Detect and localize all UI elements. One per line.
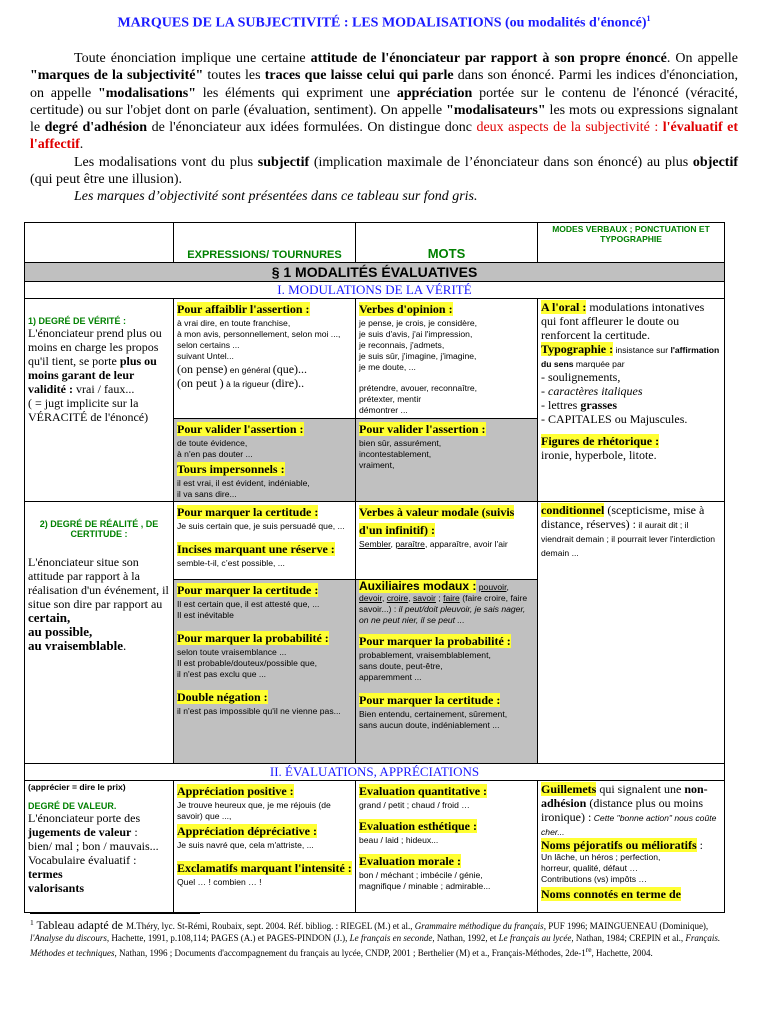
p2-run: subjectif (257, 154, 310, 170)
realite-vraisemblable: au vraisemblable. (28, 638, 127, 653)
realite-label: 2) DEGRÉ DE RÉALITÉ , DE CERTITUDE : (39, 519, 159, 539)
p1-run: les éléments qui expriment une (196, 85, 397, 101)
typo-item-3: - lettres grasses (541, 398, 617, 412)
oral-typo-cell (538, 299, 725, 502)
appreciation-depreciative-text: Je suis navré que, cela m'attriste, ... (177, 840, 314, 850)
appreciation-cell (174, 781, 356, 913)
header-empty (25, 223, 174, 263)
p1-run: "marques de la subjectivité" (30, 68, 204, 84)
certitude-2-text: Il est certain que, il est attesté que, ... Il est inévitable (177, 599, 320, 620)
conditionnel-cell (538, 502, 725, 764)
typo-item-2: - caractères italiques (541, 384, 643, 398)
p1-run: dans son énoncé. Parmi les indices d'énonciation, on appelle (30, 68, 738, 101)
section-modalites-evaluatives: § 1 MODALITÉS ÉVALUATIVES (25, 263, 725, 282)
realite-description: L'énonciateur situe son attitude par rapport à la réalisation d'un événement, il situe son dire par rapport au (28, 555, 169, 611)
p1-run: degré d'adhésion (44, 120, 148, 136)
figures-heading: Figures de rhétorique : (541, 434, 660, 448)
subsection-evaluations: II. ÉVALUATIONS, APPRÉCIATIONS (25, 764, 725, 781)
evaluation-quantitative-text: grand / petit ; chaud / froid … (359, 800, 470, 810)
p2-run: (implication maximale de l’énonciateur dans son énoncé) au plus (309, 154, 693, 170)
verite-label-cell (25, 299, 174, 502)
tours-impersonnels-text: il est vrai, il est évident, indéniable, il va sans dire... (177, 478, 310, 499)
verbes-opinion-text-2: prétendre, avouer, reconnaître, prétexter, mentir démontrer ... (359, 383, 478, 415)
verbes-opinion-heading: Verbes d'opinion : (359, 302, 453, 316)
verbes-opinion-cell (356, 299, 538, 419)
double-negation-text: il n'est pas impossible qu'il ne vienne pas... (177, 706, 341, 716)
intro-text (30, 50, 738, 206)
p1-run: l'évaluatif et l'affectif (30, 120, 738, 153)
conditionnel-text: conditionnel (scepticisme, mise à distance, réserves) : il aurait dit ; il viendrait demain ; il pourrait lever l'interdiction demain ... (541, 503, 716, 558)
p2-run: Les modalisations vont du plus (74, 154, 258, 170)
certitude-heading: Pour marquer la certitude : (177, 505, 319, 519)
exclamatifs-heading: Exclamatifs marquant l'intensité : (177, 861, 352, 875)
verbes-modale-heading: Verbes à valeur modale (suivis d'un infinitif) : (359, 505, 515, 537)
appreciation-positive-heading: Appréciation positive : (177, 784, 294, 798)
p1-run: Toute énonciation implique une certaine (74, 51, 311, 66)
verbes-modale-text: Sembler, paraître, apparaître, avoir l'air (359, 539, 508, 549)
valeur-description: L'énonciateur porte des jugements de valeur : (28, 811, 141, 839)
affaiblir-example-1: (on pense) en général (que)... (177, 362, 308, 376)
certitude-3-heading: Pour marquer la certitude : (359, 693, 501, 707)
noms-pejoratifs-heading: Noms péjoratifs ou mélioratifs : (541, 838, 703, 852)
auxiliaires-cell (356, 580, 538, 764)
probabilite-heading: Pour marquer la probabilité : (177, 631, 329, 645)
double-negation-heading: Double négation : (177, 690, 268, 704)
p1-run: . (79, 137, 84, 153)
guillemets-text: Guillemets qui signalent une non-adhésion (distance plus ou moins ironique) : Cette "bonne action" nous coûte cher... (541, 782, 717, 837)
noms-connotes-heading: Noms connotés en terme de (541, 887, 681, 901)
valider-mots-heading: Pour valider l'assertion : (359, 422, 486, 436)
realite-label-cell (25, 502, 174, 764)
certitude-cell (174, 502, 356, 580)
valeur-label-cell (25, 781, 174, 913)
header-modes: MODES VERBAUX ; PONCTUATION ET TYPOGRAPHIE (538, 223, 725, 263)
valeur-valorisants: valorisants (28, 881, 85, 895)
guillemets-cell (538, 781, 725, 913)
affaiblir-text: à vrai dire, en toute franchise, à mon avis, personnellement, selon moi ..., selon certains ... suivant Untel... (177, 318, 341, 361)
intro-paragraph-3: Les marques d’objectivité sont présentées dans ce tableau sur fond gris. (74, 189, 478, 205)
typo-item-1: - soulignements, (541, 370, 621, 384)
realite-certain: certain, (28, 610, 71, 625)
certitude-gray-cell (174, 580, 356, 764)
footnote-divider (30, 913, 200, 914)
incises-heading: Incises marquant une réserve : (177, 542, 335, 556)
affaiblir-cell (174, 299, 356, 419)
verite-label: 1) DEGRÉ DE VÉRITÉ : (28, 316, 127, 326)
probabilite-text: selon toute vraisemblance ... Il est probable/douteux/possible que, il n'est pas exclu que ... (177, 647, 317, 679)
p1-run: les mots ou expressions signalant le (30, 102, 738, 136)
evaluation-esthetique-text: beau / laid ; hideux... (359, 835, 439, 845)
verbes-opinion-text: je pense, je crois, je considère, je suis d'avis, j'ai l'impression, je reconnais, j'admets, je suis sûr, j'imagine, j'imagine, je me doute, ... (359, 318, 477, 372)
probabilite-2-heading: Pour marquer la probabilité : (359, 634, 511, 648)
typographie-text: Typographie : insistance sur l'affirmation du sens marquée par (541, 342, 720, 369)
page-title: MARQUES DE LA SUBJECTIVITÉ : LES MODALISATIONS (ou modalités d'énoncé)$^1$ (117, 14, 651, 31)
valider-mots-cell (356, 419, 538, 502)
realite-possible: au possible, (28, 624, 93, 639)
p2-run: (qui peut être une illusion). (30, 172, 183, 188)
certitude-3-text: Bien entendu, certainement, sûrement, sans aucun doute, indéniablement ... (359, 709, 508, 730)
intro-paragraph-2 (30, 154, 738, 189)
probabilite-2-text: probablement, vraisemblablement, sans doute, peut-être, apparemment ... (359, 650, 491, 682)
appreciation-depreciative-heading: Appréciation dépréciative : (177, 824, 317, 838)
verite-note: ( = jugt implicite sur la VÉRACITÉ de l'énoncé) (28, 396, 149, 424)
evaluation-cell (356, 781, 538, 913)
verite-description: L'énonciateur prend plus ou moins en charge les propos qu'il tient, se porte plus ou moins garant de leur validité : vrai / faux... (28, 326, 162, 396)
evaluation-morale-text: bon / méchant ; imbécile / génie, magnifique / minable ; admirable... (359, 870, 491, 891)
modalisations-table (24, 222, 725, 913)
evaluation-esthetique-heading: Evaluation esthétique : (359, 819, 478, 833)
incises-text: semble-t-il, c’est possible, ... (177, 558, 285, 568)
valeur-label: DEGRÉ DE VALEUR. (28, 801, 117, 811)
appreciation-positive-text: Je trouve heureux que, je me réjouis (de savoir) que ..., (177, 800, 331, 821)
p1-run: portée sur le contenu de l'énoncé (véracité, certitude) ou sur l'objet dont on parle (évaluation, sentiment). On appelle (30, 85, 738, 118)
intro-paragraph-1 (30, 50, 738, 154)
noms-pejoratifs-text: Un lâche, un héros ; perfection, horreur, qualité, défaut … Contributions (vs) impôts … (541, 852, 661, 884)
p1-run: "modalisations" (97, 85, 196, 101)
valeur-bien-mal: bien/ mal ; bon / mauvais... (28, 839, 159, 853)
auxiliaires-text: Auxiliaires modaux : pouvoir, devoir, croire, savoir ; faire (faire croire, faire savoir...) : il peut/doit pleuvoir, je sais nager, on ne peut nier, il se peut ... (359, 579, 528, 625)
header-expressions: EXPRESSIONS/ TOURNURES (174, 223, 356, 263)
evaluation-morale-heading: Evaluation morale : (359, 854, 461, 868)
affaiblir-example-2: (on peut ) à la rigueur (dire).. (177, 376, 305, 390)
p1-run: attitude de l'énonciateur par rapport à son propre énoncé (310, 51, 667, 66)
p2-run: objectif (692, 154, 739, 170)
affaiblir-heading: Pour affaiblir l'assertion : (177, 302, 310, 316)
valeur-termes: termes (28, 867, 63, 881)
p1-run: deux aspects de la subjectivité : (476, 120, 663, 136)
p1-run: "modalisateurs" (446, 102, 546, 118)
evaluation-quantitative-heading: Evaluation quantitative : (359, 784, 488, 798)
valider-cell (174, 419, 356, 502)
subsection-verite: I. MODULATIONS DE LA VÉRITÉ (25, 282, 725, 299)
p1-run: de l'énonciateur aux idées formulées. On distingue donc (147, 120, 477, 136)
certitude-text: Je suis certain que, je suis persuadé que, ... (177, 521, 345, 531)
valider-heading: Pour valider l'assertion : (177, 422, 304, 436)
certitude-2-heading: Pour marquer la certitude : (177, 583, 319, 597)
p1-run: . On appelle (666, 51, 738, 66)
header-mots: MOTS (356, 223, 538, 263)
valeur-vocabulaire: Vocabulaire évaluatif : (28, 853, 137, 867)
oral-text: A l'oral : modulations intonatives qui font affleurer le doute ou renforcent la certitude. (541, 300, 705, 342)
tours-impersonnels-heading: Tours impersonnels : (177, 462, 285, 476)
valeur-note: (apprécier = dire le prix) (28, 782, 126, 792)
verbes-modaux-cell (356, 502, 538, 580)
p1-run: traces que laisse celui qui parle (264, 68, 454, 84)
valider-text: de toute évidence, à n'en pas douter ... (177, 438, 253, 459)
footnote: $^1$ Tableau adapté de M.Théry, lyc. St-Rémi, Roubaix, sept. 2004. Réf. bibliog. : RIEGEL (M.) et al., Grammaire méthodique du français, PUF 1996; MAINGUENEAU (Dominique), l'Analyse du discours, Hachette, 1991, p.108,114; PAGES (A.) et PAGES-PINDON (J.), Le français en seconde, Nathan, 1992, et Le français au lycée, Nathan, 1984; CREPIN et al., Français. Méthodes et techniques, Nathan, 1996 ; Documents d'accompagnement du français au lycée, CNDP, 2001 ; Berthelier (M) et a., Français-Méthodes, 2de-1re, Hachette, 2004. (30, 918, 721, 958)
typo-item-4: - CAPITALES ou Majuscules. (541, 412, 688, 426)
p1-run: appréciation (396, 85, 473, 101)
figures-text: ironie, hyperbole, litote. (541, 448, 657, 462)
exclamatifs-text: Quel … ! combien … ! (177, 877, 262, 887)
p1-run: toutes les (203, 68, 265, 84)
valider-mots-text: bien sûr, assurément, incontestablement, vraiment, (359, 438, 442, 470)
